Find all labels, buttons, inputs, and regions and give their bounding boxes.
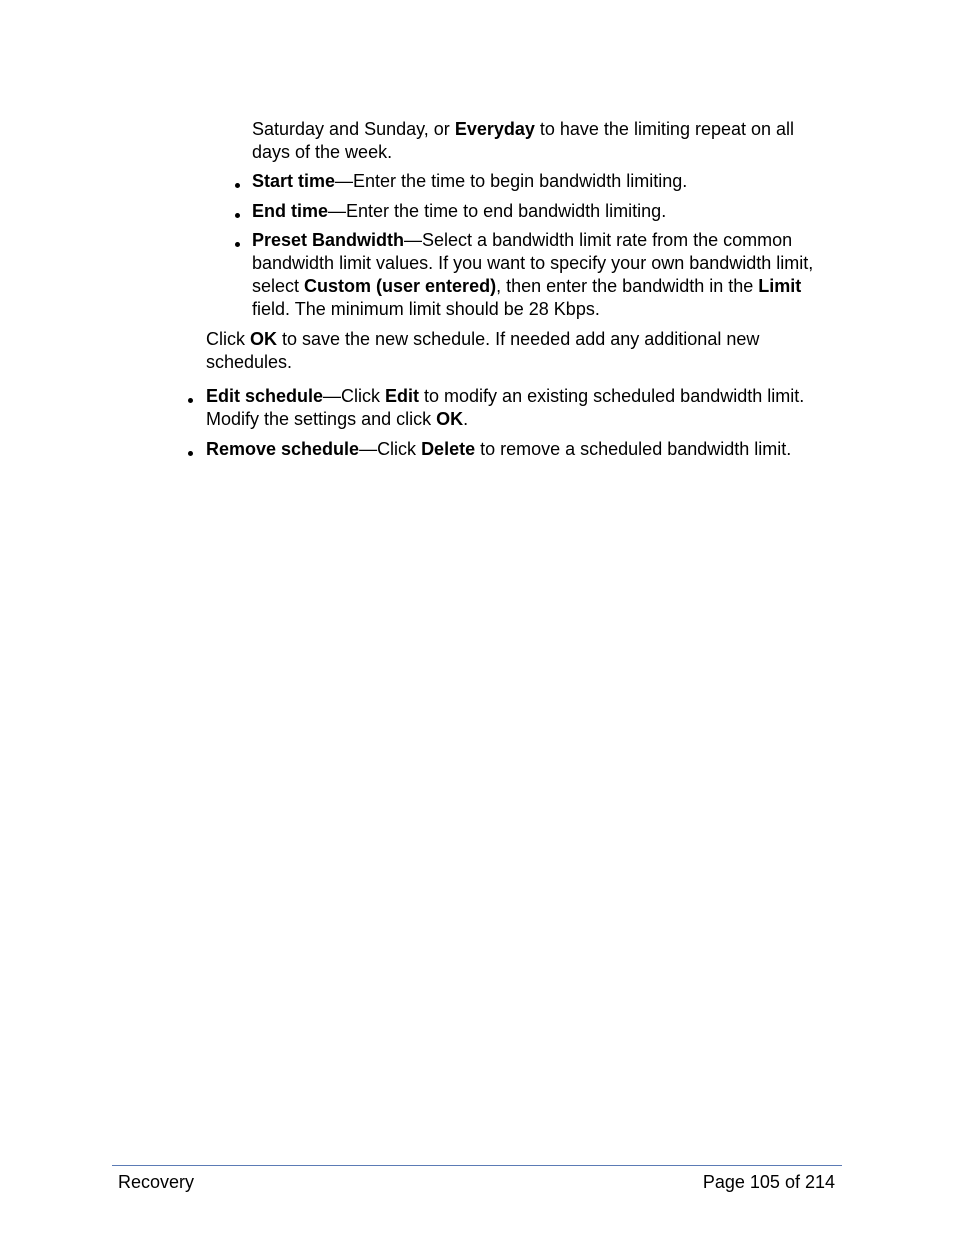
footer-page-number: Page 105 of 214 xyxy=(702,1172,835,1192)
footer-section-name: Recovery xyxy=(118,1172,195,1192)
bullet-icon xyxy=(235,242,240,247)
paragraph-line: select Custom (user entered), then enter the bandwidth in the Limit xyxy=(252,276,802,296)
bullet-icon xyxy=(188,451,193,456)
paragraph-line: Modify the settings and click OK. xyxy=(206,409,469,429)
paragraph-line: field. The minimum limit should be 28 Kbps. xyxy=(252,299,600,319)
paragraph-line: Click OK to save the new schedule. If needed add any additional new xyxy=(206,329,760,349)
bullet-icon xyxy=(188,398,193,403)
list-item-remove-schedule: Remove schedule—Click Delete to remove a scheduled bandwidth limit. xyxy=(206,439,792,459)
bullet-icon xyxy=(235,213,240,218)
list-item-preset-bandwidth: Preset Bandwidth—Select a bandwidth limit rate from the common xyxy=(252,230,793,250)
bullet-icon xyxy=(235,183,240,188)
paragraph-line: Saturday and Sunday, or Everyday to have the limiting repeat on all xyxy=(252,119,795,139)
footer-divider xyxy=(112,1165,842,1166)
paragraph-line: days of the week. xyxy=(252,142,393,162)
paragraph-line: schedules. xyxy=(206,352,293,372)
list-item-end-time: End time—Enter the time to end bandwidth limiting. xyxy=(252,201,667,221)
list-item-start-time: Start time—Enter the time to begin bandwidth limiting. xyxy=(252,171,688,191)
paragraph-line: bandwidth limit values. If you want to specify your own bandwidth limit, xyxy=(252,253,814,273)
list-item-edit-schedule: Edit schedule—Click Edit to modify an existing scheduled bandwidth limit. xyxy=(206,386,805,406)
